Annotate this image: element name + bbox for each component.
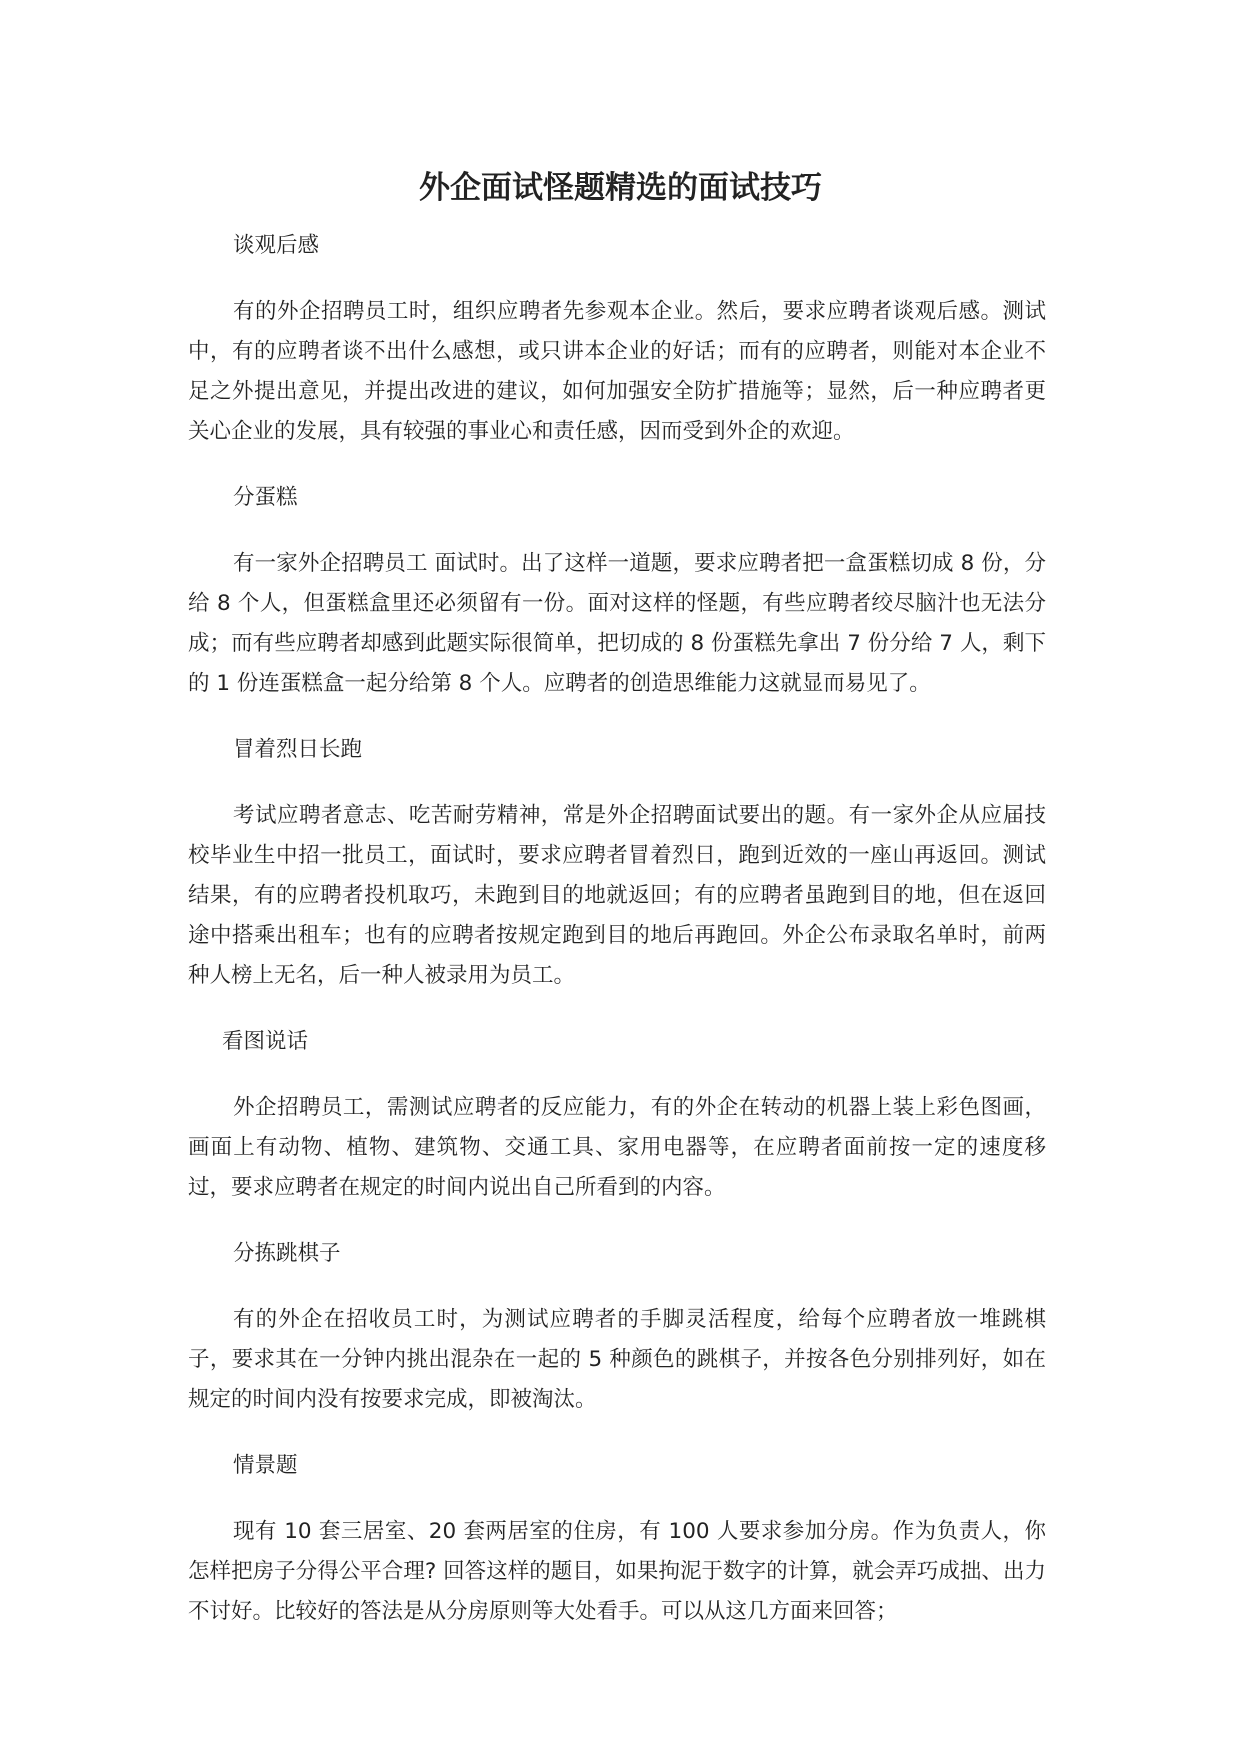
section-heading: 看图说话 (222, 1029, 309, 1054)
section-heading: 谈观后感 (233, 233, 320, 258)
section-heading: 冒着烈日长跑 (233, 737, 363, 762)
section-heading: 分拣跳棋子 (233, 1241, 341, 1266)
document-body (188, 226, 1046, 1658)
section-paragraph: 有一家外企招聘员工 面试时。出了这样一道题，要求应聘者把一盒蛋糕切成 8 份，分给 8 个人，但蛋糕盒里还必须留有一份。面对这样的怪题，有些应聘者绞尽脑汁也无法分成；而有些应聘者却感到此题实际很简单，把切成的 8 份蛋糕先拿出 7 份分给 7 人，剩下的 1 份连蛋糕盒一起分给第 8 个人。应聘者的创造思维能力这就显而易见了。 (188, 551, 1046, 696)
section-paragraph: 有的外企招聘员工时，组织应聘者先参观本企业。然后，要求应聘者谈观后感。测试中，有的应聘者谈不出什么感想，或只讲本企业的好话；而有的应聘者，则能对本企业不足之外提出意见，并提出改进的建议，如何加强安全防扩措施等；显然，后一种应聘者更关心企业的发展，具有较强的事业心和责任感，因而受到外企的欢迎。 (188, 299, 1046, 444)
section-paragraph: 外企招聘员工，需测试应聘者的反应能力，有的外企在转动的机器上装上彩色图画，画面上有动物、植物、建筑物、交通工具、家用电器等，在应聘者面前按一定的速度移过，要求应聘者在规定的时间内说出自己所看到的内容。 (188, 1095, 1046, 1200)
section-paragraph: 有的外企在招收员工时，为测试应聘者的手脚灵活程度，给每个应聘者放一堆跳棋子，要求其在一分钟内挑出混杂在一起的 5 种颜色的跳棋子，并按各色分别排列好，如在规定的时间内没有按要求完成，即被淘汰。 (188, 1307, 1046, 1412)
section-heading: 情景题 (233, 1453, 298, 1478)
section-heading: 分蛋糕 (233, 485, 298, 510)
section-paragraph: 考试应聘者意志、吃苦耐劳精神，常是外企招聘面试要出的题。有一家外企从应届技校毕业生中招一批员工，面试时，要求应聘者冒着烈日，跑到近效的一座山再返回。测试结果，有的应聘者投机取巧，未跑到目的地就返回；有的应聘者虽跑到目的地，但在返回途中搭乘出租车；也有的应聘者按规定跑到目的地后再跑回。外企公布录取名单时，前两种人榜上无名，后一种人被录用为员工。 (188, 803, 1046, 988)
document-title: 外企面试怪题精选的面试技巧 (419, 170, 822, 206)
section-paragraph: 现有 10 套三居室、20 套两居室的住房，有 100 人要求参加分房。作为负责人，你怎样把房子分得公平合理? 回答这样的题目，如果拘泥于数字的计算，就会弄巧成拙、出力不讨好。比较好的答法是从分房原则等大处看手。可以从这几方面来回答； (188, 1519, 1046, 1624)
